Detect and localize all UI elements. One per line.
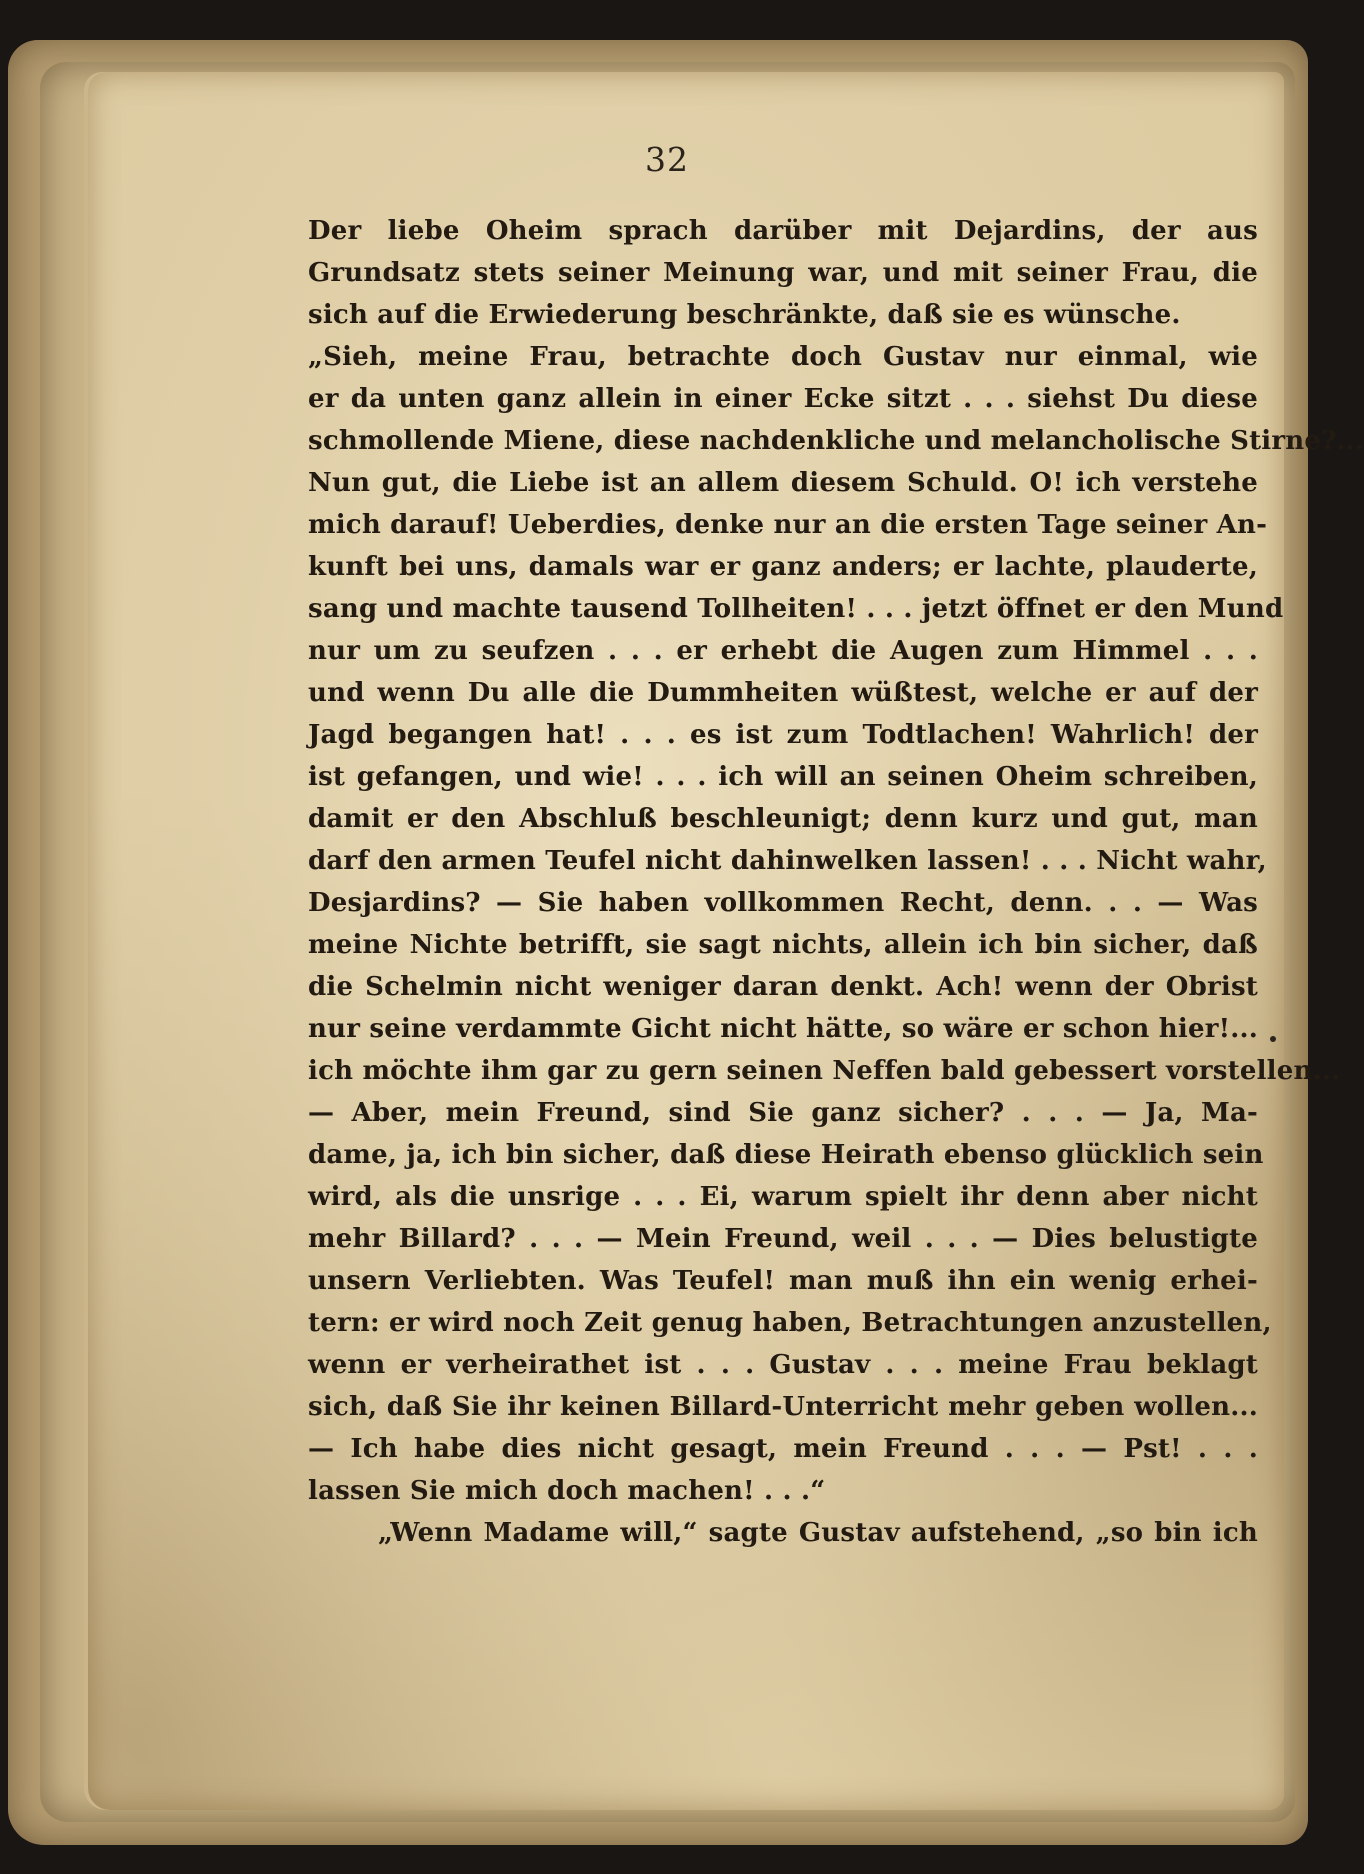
text-line: mich darauf! Ueberdies, denke nur an die ersten Tage seiner An- [308, 510, 1268, 540]
text-line: „Wenn Madame will,“ sagte Gustav aufstehend, „so bin ich [378, 1518, 1258, 1548]
text-line: wird, als die unsrige . . . Ei, warum spielt ihr denn aber nicht [308, 1182, 1258, 1212]
text-line: kunft bei uns, damals war er ganz anders; er lachte, plauderte, [308, 552, 1258, 582]
text-line: Jagd begangen hat! . . . es ist zum Todtlachen! Wahrlich! der [308, 720, 1258, 750]
page-number: 32 [645, 140, 689, 179]
text-line: — Ich habe dies nicht gesagt, mein Freund . . . — Pst! . . . [308, 1434, 1258, 1464]
text-line: darf den armen Teufel nicht dahinwelken lassen! . . . Nicht wahr, [308, 846, 1267, 876]
text-line: sich auf die Erwiederung beschränkte, daß sie es wünsche. [308, 300, 1181, 330]
text-line: Grundsatz stets seiner Meinung war, und mit seiner Frau, die [308, 258, 1258, 288]
margin-mark [1270, 1036, 1276, 1042]
text-line: sich, daß Sie ihr keinen Billard-Unterricht mehr geben wollen... [308, 1392, 1258, 1422]
text-line: meine Nichte betrifft, sie sagt nichts, allein ich bin sicher, daß [308, 930, 1258, 960]
text-line: ich möchte ihm gar zu gern seinen Neffen bald gebessert vorstellen... [308, 1056, 1341, 1086]
text-line: — Aber, mein Freund, sind Sie ganz sicher? . . . — Ja, Ma- [308, 1098, 1258, 1128]
text-line: unsern Verliebten. Was Teufel! man muß ihn ein wenig erhei- [308, 1266, 1258, 1296]
text-line: nur seine verdammte Gicht nicht hätte, so wäre er schon hier!... [308, 1014, 1258, 1044]
body-text [308, 210, 1364, 1554]
text-line: er da unten ganz allein in einer Ecke sitzt . . . siehst Du diese [308, 384, 1258, 414]
text-line: „Sieh, meine Frau, betrachte doch Gustav nur einmal, wie [308, 342, 1258, 372]
text-line: Nun gut, die Liebe ist an allem diesem Schuld. O! ich verstehe [308, 468, 1258, 498]
text-line: sang und machte tausend Tollheiten! . . . jetzt öffnet er den Mund [308, 594, 1284, 624]
text-line: damit er den Abschluß beschleunigt; denn kurz und gut, man [308, 804, 1258, 834]
text-line: Der liebe Oheim sprach darüber mit Dejardins, der aus [308, 216, 1258, 246]
text-line: die Schelmin nicht weniger daran denkt. Ach! wenn der Obrist [308, 972, 1258, 1002]
text-line: lassen Sie mich doch machen! . . .“ [308, 1476, 826, 1506]
text-line: dame, ja, ich bin sicher, daß diese Heirath ebenso glücklich sein [308, 1140, 1264, 1170]
text-line: mehr Billard? . . . — Mein Freund, weil . . . — Dies belustigte [308, 1224, 1258, 1254]
text-line: wenn er verheirathet ist . . . Gustav . . . meine Frau beklagt [308, 1350, 1258, 1380]
text-line: und wenn Du alle die Dummheiten wüßtest, welche er auf der [308, 678, 1258, 708]
text-line: tern: er wird noch Zeit genug haben, Betrachtungen anzustellen, [308, 1308, 1272, 1338]
text-line: Desjardins? — Sie haben vollkommen Recht, denn. . . — Was [308, 888, 1258, 918]
text-line: ist gefangen, und wie! . . . ich will an seinen Oheim schreiben, [308, 762, 1258, 792]
text-line: nur um zu seufzen . . . er erhebt die Augen zum Himmel . . . [308, 636, 1258, 666]
text-line: schmollende Miene, diese nachdenkliche und melancholische Stirne?... [308, 426, 1364, 456]
